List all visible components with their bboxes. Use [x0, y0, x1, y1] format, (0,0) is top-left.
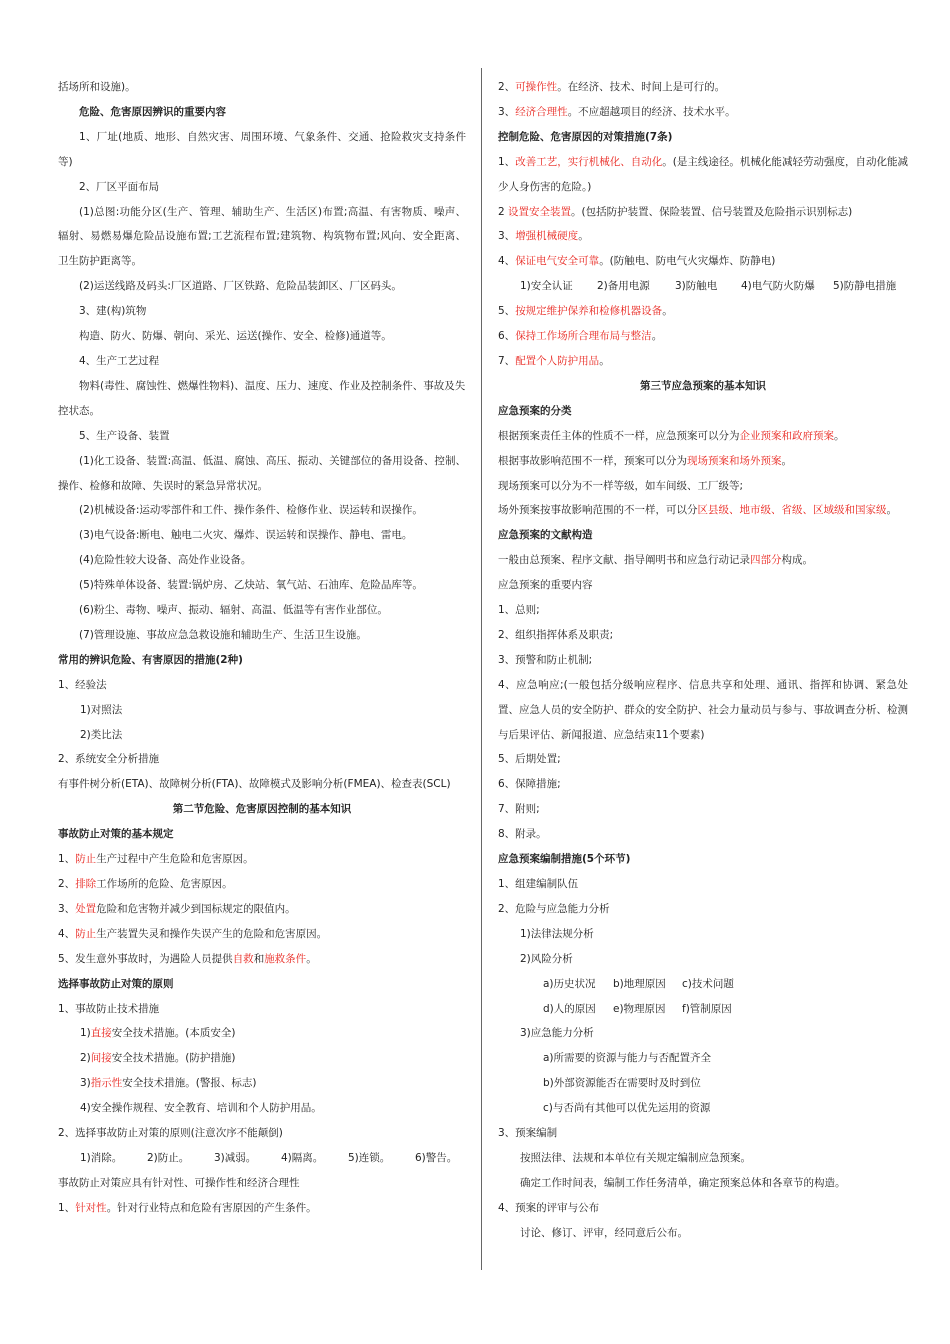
- text-line: 2)间接安全技术措施。(防护措施): [80, 1052, 236, 1065]
- text-line: (3)电气设备:断电、触电二火灾、爆炸、误运转和误操作、静电、雷电。: [79, 529, 413, 542]
- text-line: 2、危险与应急能力分析: [498, 902, 610, 915]
- text-line: 1)法律法规分析: [520, 927, 594, 940]
- text-line: 5、后期处置;: [498, 753, 561, 766]
- text-line: 1、厂址(地质、地形、自然灾害、周围环境、气象条件、交通、抢险救灾支持条件等): [58, 130, 466, 168]
- text-line: 2)类比法: [80, 728, 123, 741]
- text-line: 2、选择事故防止对策的原则(注意次序不能颠倒): [58, 1127, 283, 1140]
- text-line: 7、配置个人防护用品。: [498, 354, 610, 367]
- text-line: 4、生产工艺过程: [79, 354, 160, 367]
- section-heading: 事故防止对策的基本规定: [58, 828, 174, 841]
- text-line: 2、组织指挥体系及职责;: [498, 628, 614, 641]
- order-item: 2)防止。: [147, 1151, 190, 1164]
- text-line: 1、改善工艺，实行机械化、自动化。(是主线途径。机械化能减轻劳动强度，自动化能减少人身伤害的危险。): [498, 155, 908, 193]
- section-heading: 控制危险、危害原因的对策措施(7条): [498, 130, 673, 143]
- text-line: 2、排除工作场所的危险、危害原因。: [58, 878, 233, 890]
- risk-item: f)管制原因: [682, 1002, 732, 1015]
- text-line: 3、处置危险和危害物并减少到国标规定的限值内。: [58, 902, 296, 915]
- electric-item: 1)安全认证: [520, 280, 573, 293]
- text-line: 有事件树分析(ETA)、故障树分析(FTA)、故障模式及影响分析(FMEA)、检查表(SCL): [58, 778, 451, 791]
- text-line: 3、增强机械硬度。: [498, 230, 589, 243]
- electric-item: 3)防触电: [675, 280, 718, 293]
- text-line: 7、附则;: [498, 803, 540, 816]
- text-line: 4、防止生产装置失灵和操作失误产生的危险和危害原因。: [58, 927, 328, 940]
- risk-item: e)物理原因: [613, 1002, 666, 1015]
- text-line: 5、发生意外事故时，为遇险人员提供自救和施救条件。: [58, 952, 317, 965]
- text-line: b)外部资源能否在需要时及时到位: [543, 1077, 701, 1090]
- text-line: 6、保障措施;: [498, 778, 561, 791]
- text-line: (2)机械设备:运动零部件和工件、操作条件、检修作业、误运转和误操作。: [79, 504, 423, 517]
- section-heading: 应急预案编制措施(5个环节): [498, 853, 631, 866]
- text-line: (1)化工设备、装置:高温、低温、腐蚀、高压、振动、关键部位的备用设备、控制、操作、检修和故障、失误时的紧急异常状况。: [58, 454, 466, 492]
- principle-order-row: [58, 1146, 466, 1171]
- text-line: 4)安全操作规程、安全教育、培训和个人防护用品。: [80, 1102, 322, 1115]
- order-item: 1)消除。: [80, 1151, 123, 1164]
- section-heading: 选择事故防止对策的原则: [58, 977, 174, 990]
- text-line: 1、经验法: [58, 678, 107, 691]
- text-line: 物料(毒性、腐蚀性、燃爆性物料)、温度、压力、速度、作业及控制条件、事故及失: [79, 379, 466, 392]
- electric-item: 2)备用电源: [597, 280, 650, 293]
- text-line: 1、总则;: [498, 604, 540, 617]
- text-line: 1、事故防止技术措施: [58, 1002, 160, 1015]
- risk-item: c)技术问题: [682, 977, 734, 990]
- text-line: a)所需要的资源与能力与否配置齐全: [543, 1052, 712, 1065]
- text-line: 1、组建编制队伍: [498, 878, 579, 890]
- text-line: 3)指示性安全技术措施。(警报、标志): [80, 1077, 257, 1090]
- electric-item: 4)电气防火防爆: [741, 280, 815, 293]
- text-line: 4、预案的评审与公布: [498, 1201, 600, 1214]
- text-line: (4)危险性较大设备、高处作业设备。: [79, 554, 252, 567]
- text-line: 现场预案可以分为不一样等级，如车间级、工厂级等;: [498, 479, 744, 492]
- section-title: 第二节危险、危害原因控制的基本知识: [172, 803, 352, 816]
- order-item: 4)隔离。: [281, 1151, 324, 1164]
- text-line: 6、保持工作场所合理布局与整洁。: [498, 330, 663, 343]
- text-line: 2、厂区平面布局: [79, 180, 160, 193]
- text-line: 5、按规定维护保养和检修机器设备。: [498, 305, 673, 318]
- text-line: 4、应急响应;(一般包括分级响应程序、信息共享和处理、通讯、指挥和协调、紧急处置、应急人员的安全防护、群众的安全防护、社会力量动员与参与、事故调查分析、检测与后果评估、新闻报道、应急结束11个要素): [498, 678, 908, 741]
- text-line: 场外预案按事故影响范围的不一样，可以分区县级、地市级、省级、区域级和国家级。: [498, 504, 897, 517]
- column-divider: [481, 68, 482, 1270]
- text-line: (6)粉尘、毒物、噪声、振动、辐射、高温、低温等有害作业部位。: [79, 604, 388, 617]
- section-heading: 常用的辨识危险、有害原因的措施(2种): [58, 653, 243, 666]
- text-line: 根据预案责任主体的性质不一样，应急预案可以分为企业预案和政府预案。: [498, 429, 845, 442]
- risk-row: [498, 997, 908, 1022]
- text-line: 3)应急能力分析: [520, 1027, 594, 1040]
- risk-item: a)历史状况: [543, 977, 596, 990]
- text-line: 3、预警和防止机制;: [498, 653, 593, 666]
- text-line: 2)风险分析: [520, 952, 573, 965]
- text-line: 1)对照法: [80, 703, 123, 716]
- text-line: 3、预案编制: [498, 1127, 558, 1140]
- text-line: 2 设置安全装置。(包括防护装置、保险装置、信号装置及危险指示识别标志): [498, 205, 853, 218]
- text-line: 讨论、修订、评审，经同意后公布。: [520, 1226, 688, 1239]
- text-line: 应急预案的重要内容: [498, 579, 593, 592]
- text-line: 2、系统安全分析措施: [58, 753, 160, 766]
- text-line: 3、建(构)筑物: [79, 305, 147, 318]
- text-line: 8、附录。: [498, 828, 547, 841]
- text-line: 构造、防火、防爆、朝向、采光、运送(操作、安全、检修)通道等。: [79, 330, 392, 343]
- risk-row: [498, 972, 908, 997]
- text-line: 4、保证电气安全可靠。(防触电、防电气火灾爆炸、防静电): [498, 255, 776, 268]
- order-item: 6)警告。: [415, 1151, 458, 1164]
- section-title: 第三节应急预案的基本知识: [640, 379, 766, 392]
- text-line: 1、针对性。针对行业特点和危险有害原因的产生条件。: [58, 1201, 317, 1214]
- risk-item: d)人的原因: [543, 1002, 596, 1015]
- section-heading: 应急预案的分类: [498, 404, 572, 417]
- left-column: [58, 75, 466, 1221]
- text-line: 括场所和设施)。: [58, 81, 136, 93]
- text-line: (7)管理设施、事故应急急救设施和辅助生产、生活卫生设施。: [79, 628, 367, 641]
- electric-item: 5)防静电措施: [833, 280, 897, 293]
- text-line: 根据事故影响范围不一样，预案可以分为现场预案和场外预案。: [498, 454, 792, 467]
- text-line: 一般由总预案、程序文献、指导阐明书和应急行动记录四部分构成。: [498, 554, 813, 567]
- text-line: (5)特殊单体设备、装置:锅炉房、乙炔站、氧气站、石油库、危险品库等。: [79, 579, 423, 592]
- section-heading: 危险、危害原因辨识的重要内容: [79, 105, 226, 118]
- text-line: 确定工作时间表，编制工作任务清单，确定预案总体和各章节的构造。: [520, 1176, 846, 1189]
- text-line: 3、经济合理性。不应超越项目的经济、技术水平。: [498, 105, 736, 118]
- text-line: 2、可操作性。在经济、技术、时间上是可行的。: [498, 81, 726, 93]
- text-line: c)与否尚有其他可以优先运用的资源: [543, 1102, 711, 1115]
- electric-safety-row: [498, 274, 908, 299]
- text-line: 控状态。: [58, 404, 100, 417]
- text-line: 按照法律、法规和本单位有关规定编制应急预案。: [520, 1151, 751, 1164]
- risk-item: b)地理原因: [613, 977, 666, 990]
- text-line: (2)运送线路及码头:厂区道路、厂区铁路、危险品装卸区、厂区码头。: [79, 280, 402, 293]
- right-column: [498, 75, 908, 1246]
- text-line: 1、防止生产过程中产生危险和危害原因。: [58, 853, 254, 866]
- text-line: (1)总图:功能分区(生产、管理、辅助生产、生活区)布置;高温、有害物质、噪声、辐射、易燃易爆危险品设施布置;工艺流程布置;建筑物、构筑物布置;风向、安全距离、卫生防护距离等。: [58, 205, 466, 268]
- text-line: 1)直接安全技术措施。(本质安全): [80, 1027, 236, 1040]
- order-item: 5)连锁。: [348, 1151, 391, 1164]
- text-line: 事故防止对策应具有针对性、可操作性和经济合理性: [58, 1176, 300, 1189]
- section-heading: 应急预案的文献构造: [498, 529, 593, 542]
- text-line: 5、生产设备、装置: [79, 429, 170, 442]
- order-item: 3)减弱。: [214, 1151, 257, 1164]
